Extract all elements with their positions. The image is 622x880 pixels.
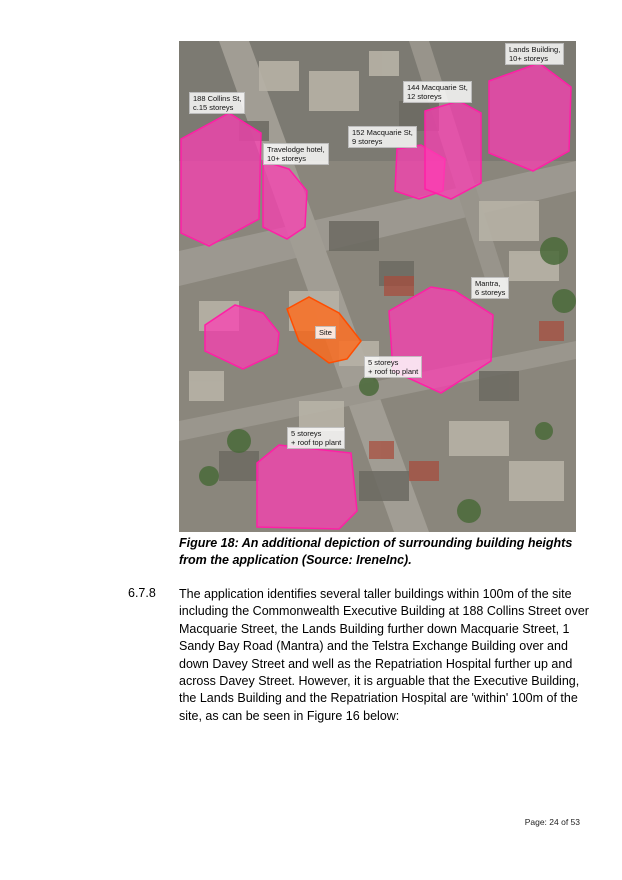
paragraph-text: The application identifies several taller buildings within 100m of the site including the Commonwealth Executive Building at 188 Collins Street over Macquarie Street, the Lands Building further down Macquarie Street, 1 Sandy Bay Road (Mantra) and the Telstra Exchange Building over and down Davey Street and well as the Repatriation Hospital further up and across Davey Street. However, it is arguable that the Executive Building, the Lands Building and the Repatriation Hospital are 'within' 100m of the site, as can be seen in Figure 16 below: xyxy=(179,587,589,723)
page-number: Page: 24 of 53 xyxy=(524,817,580,827)
paragraph-number: 6.7.8 xyxy=(128,586,156,600)
callout-site: Site xyxy=(315,326,336,339)
callout-188-collins: 188 Collins St, c.15 storeys xyxy=(189,92,245,114)
callout-152-macquarie: 152 Macquarie St, 9 storeys xyxy=(348,126,417,148)
callout-lands-building: Lands Building, 10+ storeys xyxy=(505,43,564,65)
callout-mantra: Mantra, 6 storeys xyxy=(471,277,509,299)
aerial-photo xyxy=(179,41,576,532)
callout-144-macquarie: 144 Macquarie St, 12 storeys xyxy=(403,81,472,103)
callout-five-storeys-bottom: 5 storeys + roof top plant xyxy=(287,427,345,449)
callout-five-storeys-mantra: 5 storeys + roof top plant xyxy=(364,356,422,378)
callout-travelodge: Travelodge hotel, 10+ storeys xyxy=(263,143,329,165)
figure-caption: Figure 18: An additional depiction of surrounding building heights from the application (Source: IreneInc). xyxy=(179,536,573,567)
aerial-photo-drawing xyxy=(179,41,576,532)
